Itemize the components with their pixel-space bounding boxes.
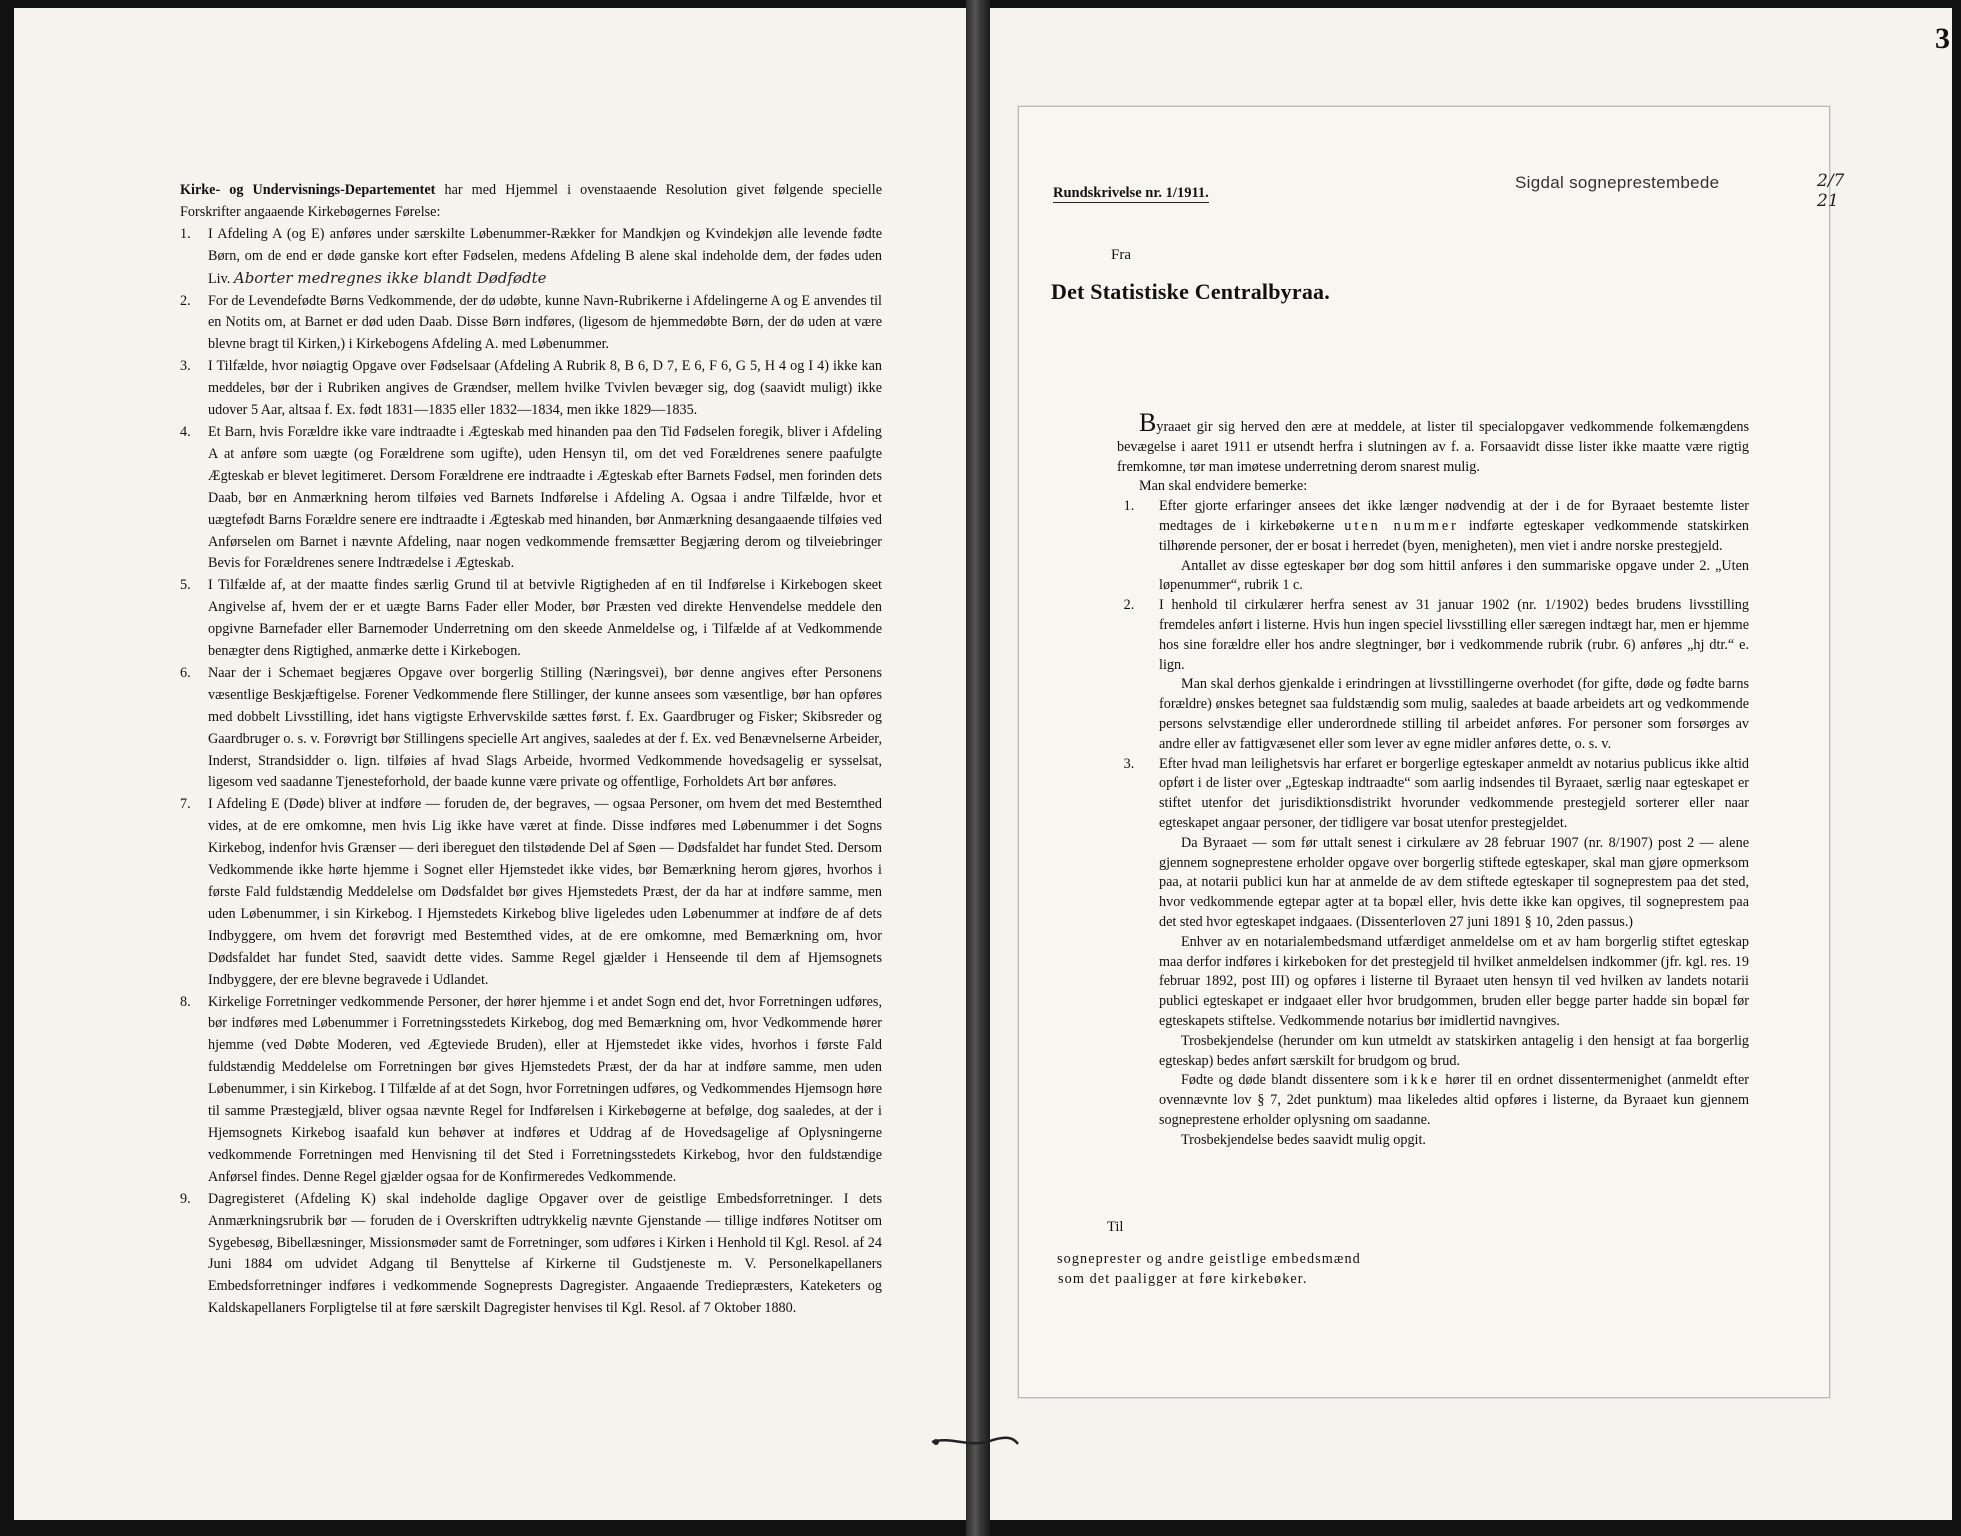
binding-thread-icon	[930, 1432, 1020, 1452]
remark-item-1-sub: Antallet av disse egteskaper bør dog som hittil anføres i den summariske opgave under 2. „Uten løpenummer“, rubrik 1 c.	[1159, 557, 1749, 594]
handwritten-note: Aborter medregnes ikke blandt Dødfødte	[233, 268, 547, 287]
item-text: I Afdeling E (Døde) bliver at indføre — foruden de, der begraves, — ogsaa Personer, om hvem det med Bestemthed vides, at de ere omkomne, men hvis Lig ikke have været at finde. Disse indføres med Løbenummer i det Sogns Kirkebog, indenfor hvis Grænser — deri ibereguet den tilstødende Del af Søen — Dødsfaldet har fundet Sted. Dersom Vedkommende ikke hørte hjemme i Sognet eller Hjemstedet ikke vides, bør Bemærkning herom gjøres, hvorhos i første Fald fuldstændig Meddelelse om Dødsfaldet bør gives Hjemstedets Præst, der da har at indføre samme, men uden Løbenummer, i sin Kirkebog. I Hjemstedets Kirkebog blive ligeledes uden Løbenummer at indføre de af dets Indbyggere, om hvem det forøvrigt med Bestemthed vides, at de ere omkomne, med Bemærkning om, hvor Dødsfaldet har fundet Sted, saavidt dette vides. Samme Regel gjælder i Henseende til dem af Hjemsognets Indbyggere, der ere blevne begravede i Udlandet.	[208, 796, 882, 988]
regulations-text	[180, 180, 882, 1320]
regulation-item-7	[180, 794, 882, 991]
handwritten-date: 2/7 21	[1817, 171, 1845, 211]
remark-item-3-sub-3: Trosbekjendelse (herunder om kun utmeldt av statskirken antagelig i den hensigt at faa borgerlig egteskap) bedes anført særskilt for brudgom og brud.	[1159, 1032, 1749, 1069]
remark-item-3	[1117, 755, 1749, 834]
item-text: hører til en ordnet dissentermenighet (anmeldt efter ovennævnte lov § 7, 2det punktum) maa likeledes altid opføres i listerne, da Byraaet kun gjennem sogneprestene erholder oplysning om saadanne.	[1159, 1072, 1749, 1128]
regulation-item-3	[180, 356, 882, 422]
regulation-item-4	[180, 422, 882, 575]
regulation-item-1	[180, 224, 882, 291]
from-label: Fra	[1111, 247, 1131, 263]
department-name: Kirke- og Undervisnings-Departementet	[180, 182, 436, 198]
regulation-item-9	[180, 1189, 882, 1320]
item-number: 4.	[180, 423, 191, 440]
regulation-item-2	[180, 291, 882, 357]
lead-paragraph: Byraaet gir sig herved den ære at meddele, at lister til specialopgaver vedkommende folkemængdens bevægelse i aaret 1911 er utsendt herfra i slutningen av f. a. Forsaavidt disse lister ikke maatte være rigtig fremkomne, tør man imøtese underretning derom snarest mulig.	[1117, 408, 1749, 475]
item-number: 2.	[180, 292, 191, 309]
recipients-line-1: sogneprester og andre geistlige embedsmænd	[1057, 1251, 1361, 1267]
regulation-item-8	[180, 992, 882, 1189]
circular-sheet	[1018, 106, 1845, 1398]
item-number: 2.	[1123, 597, 1135, 614]
remark-item-3-sub-2: Enhver av en notarialembedsmand utfærdiget anmeldelse om et av ham borgerlig stiftet egteskap maa derfor indføres i kirkeboken for det prestegjeld til hvilket anmeldelsen indkommer (jfr. kgl. res. 19 februar 1892, post III) og opføres i listerne til Byraaet uten hensyn til ved hvilken av landets notarii publici egteskapet er indgaaet eller hvor brudgommen, bruden eller begge parter hadde sin bopæl før egteskapets stiftelse. Vedkommende notarius bør imidlertid navngives.	[1159, 933, 1749, 1029]
remark-item-3-sub-1: Da Byraaet — som før uttalt senest i cirkulære av 28 februar 1907 (nr. 8/1907) post 2 — alene gjennem sogneprestene erholder opgave over borgerlig stiftede egteskaper, skal man gjøre opmerksom paa, at notarii publici kun har at anmelde de av dem stiftede egteskaper til sogneprestem paa det sted, hvor vedkommende egtepar agter at ta bopæl eller, hvis dette ikke kan opgives, til sogneprestem paa det sted hvor egteskapet indgaaes. (Dissenterloven 27 juni 1891 § 10, 2den passus.)	[1159, 834, 1749, 930]
item-text: Fødte og døde blandt dissentere som	[1181, 1072, 1404, 1089]
regulation-item-6	[180, 663, 882, 794]
page-number: 3	[1935, 22, 1950, 55]
item-text: I Tilfælde af, at der maatte findes særlig Grund til at betvivle Rigtigheden af en til Indførelse i Kirkebogen skeet Angivelse af, hvem der er et uægte Barns Fader eller Moder, bør Præsten ved direkte Henvendelse meddele den opgivne Barnefader eller Barnemoder Underretning om den skeede Anmeldelse og, i Tilfælde af at Vedkommende benægter dens Rigtighed, anmærke dette i Kirkebogen.	[208, 577, 882, 660]
remarks-heading: Man skal endvidere bemerke:	[1139, 478, 1308, 495]
item-text: I Tilfælde, hvor nøiagtig Opgave over Fødselsaar (Afdeling A Rubrik 8, B 6, D 7, E 6, F 6, G 5, H 4 og I 4) ikke kan meddeles, bør der i Rubriken angives de Grændser, mellem hvilke Tvivlen bevæger sig, dog (saavidt muligt) ikke udover 5 Aar, altsaa f. Ex. født 1831—1835 eller 1832—1834, men ikke 1829—1835.	[208, 358, 882, 419]
remark-item-2	[1117, 596, 1749, 675]
item-emphasis: uten nummer	[1344, 517, 1459, 534]
item-text: Kirkelige Forretninger vedkommende Personer, der hører hjemme i et andet Sogn end det, hvor Forretningen udføres, bør indføres med Løbenummer i Forretningsstedets Kirkebog, dog med Bemærkning om, hvor Vedkommende hører hjemme (ved Døbte Moderen, ved Ægteviede Bruden), eller at Hjemstedet ikke vides, hvorhos i første Fald fuldstændig Meddelelse om Forretningen bør gives Hjemstedets Præst, der da har at indføre samme, men uden Løbenummer, i sin Kirkebog. I Tilfælde af at det Sogn, hvor Forretningen udføres, og Vedkommendes Hjemsogn høre til samme Præstegjæld, bliver ogsaa nævnte Regel for Indførelsen i Kirkebøgerne at befølge, dog saaledes, at der i Hjemsognets Kirkebog isaafald kun behøver at indføres et Uddrag af de Hovedsagelige af Oplysningerne vedkommende Forretningen med Henvisning til det Sted i Forretningsstedets Kirkebog, hvor den fuldstændige Anførsel findes. Denne Regel gjælder ogsaa for de Konfirmeredes Vedkommende.	[208, 993, 882, 1185]
item-text: Naar der i Schemaet begjæres Opgave over borgerlig Stilling (Næringsvei), bør denne angives efter Personens væsentlige Beskjæftigelse. Forener Vedkommende flere Stillinger, der kunne ansees som væsentlige, bør han opføres med dobbelt Livsstilling, idet hans vigtigste Erhvervskilde sættes først. f. Ex. Gaardbruger og Fisker; Skibsreder og Gaardbruger o. s. v. Forøvrigt bør Stillingens specielle Art angives, saaledes at der f. Ex. ved Benævnelserne Arbeider, Inderst, Strandsidder o. lign. tilføies af hvad Slags Arbeide, hvormed Vedkommende hovedsagelig er sysselsat, ligesom ved saadanne Tjenesteforhold, der baade kunne være private og offentlige, Forholdets Art bør anføres.	[208, 664, 882, 791]
item-text: Efter gjorte erfaringer ansees det ikke længer nødvendig at der i de for Byraaet bestemte lister medtages de i kirkebøkerne	[1159, 498, 1749, 534]
item-number: 3.	[1123, 755, 1135, 772]
item-text: For de Levendefødte Børns Vedkommende, der dø udøbte, kunne Navn-Rubrikerne i Afdelingerne A og E anvendes til en Notits om, at Barnet er død uden Daab. Disse Børn indføres, (ligesom de hjemmedøbte Børn, der dø uden at være blevne bragt til Kirken,) i Kirkebogens Afdeling A. med Løbenummer.	[208, 292, 882, 353]
remark-item-3-sub-4	[1117, 1071, 1749, 1130]
item-emphasis: ikke	[1403, 1072, 1440, 1089]
item-number: 9.	[180, 1190, 191, 1207]
recipients-line-2: som det paaligger at føre kirkebøker.	[1058, 1271, 1308, 1287]
intro-rest: har med Hjemmel i ovenstaaende Resolution givet følgende specielle Forskrifter angaaende Kirkebøgernes Førelse:	[180, 182, 882, 220]
parish-stamp: Sigdal sogneprestembede	[1515, 173, 1720, 192]
item-text: Et Barn, hvis Forældre ikke vare indtraadte i Ægteskab med hinanden paa den Tid Fødselen foregik, bliver i Afdeling A at anføre som uægte (og Forældrene som ugifte), uden Hensyn til, om det ved Forældrenes senere paafulgte Ægteskab er blevet legitimeret. Dersom Forældrene ere indtraadte i Ægteskab efter Barnets Fødsel, men forinden dets Daab, bør en Anmærkning herom tilføies ved Barnets Indførelse i Afdeling A. Ogsaa i andre Tilfælde, hvor et uægtefødt Barns Forældre senere ere indtraadte i Ægteskab med hinanden, bør Anmærkning desangaaende tilføies ved Anførselen om Barnet i nævnte Afdeling, naar nogen vedkommende fremsætter Begjæring derom og tilveiebringer Bevis for Forældrenes senere Indtrædelse i Ægteskab.	[208, 423, 882, 572]
remark-item-1	[1117, 497, 1749, 556]
intro-paragraph	[180, 180, 882, 224]
to-label: Til	[1107, 1219, 1124, 1235]
item-number: 1.	[1123, 498, 1135, 515]
item-text: Efter hvad man leilighetsvis har erfaret er borgerlige egteskaper anmeldt av notarius publicus ikke altid opført i de lister over „Egteskap indtraadte“ som aarlig indsendes til Byraaet, særlig naar egteskapet er stiftet utenfor det jurisdiktionsdistrikt hvorunder vedkommende prestegjeld sorterer eller naar egteskapet angaar personer, der tidligere var bosat utenfor prestegjeldet.	[1159, 755, 1749, 831]
left-page	[14, 8, 966, 1520]
regulation-item-5	[180, 575, 882, 663]
item-number: 6.	[180, 664, 191, 681]
book-gutter	[966, 0, 990, 1536]
sender-name: Det Statistiske Centralbyraa.	[1051, 279, 1330, 304]
item-text: Dagregisteret (Afdeling K) skal indeholde daglige Opgaver over de geistlige Embedsforretninger. I dets Anmærkningsrubrik bør — foruden de i Overskriften udtrykkelig nævnte Gjenstande — tillige indføres Notitser om Sygebesøg, Bibellæsninger, Missionsmøder samt de Forretninger, som udføres i Kirken i Henhold til Kgl. Resol. af 24 Juni 1884 om udvidet Adgang til Benyttelse af Kirkerne til Gudstjeneste m. V. Personelkapellaners Embedsforretninger indføres i vedkommende Sogneprests Dagregister. Angaaende Trediepræsters, Kateketers og Kaldskapellaners Forpligtelse til at føre særskilt Dagregister henvises til Kgl. Resol. af 7 Oktober 1880.	[208, 1190, 882, 1317]
item-text: I henhold til cirkulærer herfra senest av 31 januar 1902 (nr. 1/1902) bedes brudens livsstilling fremdeles anført i listerne. Hvis hun ingen speciel livsstilling eller særegen indtægt har, men er hjemme hos sine forældre eller hos andre slegtninger, bør i vedkommende rubrik (rubr. 6) anføres „hj dtr.“ e. lign.	[1159, 597, 1749, 673]
item-number: 7.	[180, 796, 191, 813]
item-number: 8.	[180, 993, 191, 1010]
circular-title: Rundskrivelse nr. 1/1911.	[1053, 185, 1209, 201]
circular-body	[1117, 408, 1749, 1150]
recipients	[1057, 1249, 1361, 1289]
item-number: 1.	[180, 225, 191, 242]
remark-item-3-sub-5: Trosbekjendelse bedes saavidt mulig opgit.	[1181, 1131, 1426, 1148]
remark-item-2-sub: Man skal derhos gjenkalde i erindringen at livsstillingerne overhodet (for gifte, døde og fødte barns forældre) ønskes betegnet saa fuldstændig som mulig, saaledes at baade arbeidets art og vedkommende persons selvstændige eller underordnede stilling til arbeidet anføres. For personer som forsørges av andre eller av fattigvæsenet eller som lever av egne midler anføres dette, o. s. v.	[1159, 676, 1749, 752]
right-page	[990, 8, 1952, 1520]
item-text: indførte egteskaper vedkommende statskirken tilhørende personer, der er bosat i herredet (byen, menigheten), men viet i andre norske prestegjeld.	[1159, 517, 1749, 554]
item-text: I Afdeling A (og E) anføres under særskilte Løbenummer-Rækker for Mandkjøn og Kvindekjøn alle levende fødte Børn, om de end er døde ganske kort efter Fødselen, medens Afdeling B alene skal indeholde dem, der fødes uden Liv.	[208, 225, 882, 287]
item-number: 3.	[180, 358, 191, 375]
item-number: 5.	[180, 577, 191, 594]
